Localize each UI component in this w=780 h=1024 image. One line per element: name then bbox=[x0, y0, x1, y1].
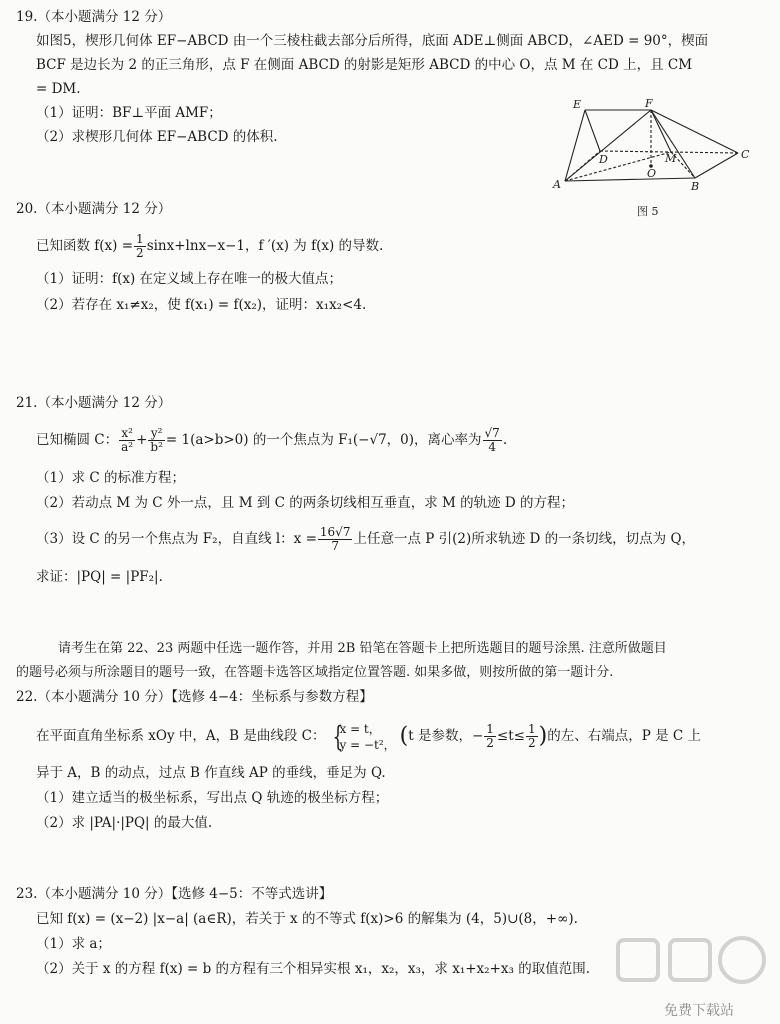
q23-header: 23.（本小题满分 10 分）【选修 4−5：不等式选讲】 bbox=[16, 886, 333, 902]
q19-stem-line3: = DM. bbox=[36, 81, 81, 97]
figure-caption: 图 5 bbox=[637, 205, 659, 218]
q22-part2: （2）求 |PA|·|PQ| 的最大值. bbox=[36, 815, 213, 831]
q21-part3-cont: 求证：|PQ| = |PF₂|. bbox=[36, 569, 163, 585]
selection-notice-line1: 请考生在第 22、23 两题中任选一题作答，并用 2B 铅笔在答题卡上把所选题目的题号涂黑. 注意所做题目 bbox=[58, 641, 667, 656]
q23-stem: 已知 f(x) = (x−2) |x−a| (a∈R)，若关于 x 的不等式 f(x)>6 的解集为 (4，5)∪(8，+∞). bbox=[36, 911, 578, 927]
fig-label-e: E bbox=[573, 98, 582, 111]
q19-part2: （2）求楔形几何体 EF−ABCD 的体积. bbox=[36, 129, 278, 145]
watermark-text: 免费下载站 bbox=[664, 1003, 734, 1019]
q22-part1: （1）建立适当的极坐标系，写出点 Q 轨迹的极坐标方程； bbox=[36, 790, 389, 806]
figure-5-wedge-diagram bbox=[545, 98, 755, 198]
q23-part2: （2）关于 x 的方程 f(x) = b 的方程有三个相异实根 x₁，x₂，x₃，求 x₁+x₂+x₃ 的取值范围. bbox=[36, 961, 590, 977]
q20-part2: （2）若存在 x₁≠x₂，使 f(x₁) = f(x₂)，证明：x₁x₂<4. bbox=[36, 297, 367, 313]
q22-stem-line2: 异于 A，B 的动点，过点 B 作直线 AP 的垂线，垂足为 Q. bbox=[36, 765, 386, 781]
q22-header: 22.（本小题满分 10 分）【选修 4−4：坐标系与参数方程】 bbox=[16, 689, 373, 705]
fig-label-f: F bbox=[645, 98, 653, 110]
fig-label-m: M bbox=[665, 152, 677, 165]
q20-header: 20.（本小题满分 12 分） bbox=[16, 201, 172, 217]
q19-stem-line2: BCF 是边长为 2 的正三角形，点 F 在侧面 ABCD 的射影是矩形 ABCD 的中心 O，点 M 在 CD 上，且 CM bbox=[36, 57, 693, 73]
q21-given: 已知椭圆 C： $\frac{\text{x²}}{\text{a²}}$ + $\frac{\text{y²}}{\text{b²}}$ = 1(a>b>0) 的一个焦点为 F₁(−√7，0)，离心率为 $\frac{√7}{4}$ . bbox=[36, 426, 508, 454]
fig-label-o: O bbox=[647, 167, 657, 180]
q21-header: 21.（本小题满分 12 分） bbox=[16, 395, 172, 411]
q20-given: 已知函数 f(x) = $\frac{1}{2}$ sinx+lnx−x−1，f ′(x) 为 f(x) 的导数. bbox=[36, 232, 384, 260]
q21-part1: （1）求 C 的标准方程； bbox=[36, 470, 186, 486]
selection-notice-line2: 的题号必须与所涂题目的题号一致，在答题卡选答区域指定位置答题. 如果多做，则按所做的第一题计分. bbox=[16, 665, 614, 680]
fig-label-d: D bbox=[599, 153, 608, 166]
q20-part1: （1）证明：f(x) 在定义域上存在唯一的极大值点； bbox=[36, 271, 343, 287]
q19-header: 19.（本小题满分 12 分） bbox=[16, 9, 172, 25]
q21-part2: （2）若动点 M 为 C 外一点，且 M 到 C 的两条切线相互垂直，求 M 的轨迹 D 的方程； bbox=[36, 495, 575, 511]
q22-parametric-system: { x = t， y = −t²， bbox=[333, 719, 396, 753]
q20-fraction: $\frac{1}{2}$ bbox=[136, 232, 144, 260]
q22-given: 在平面直角坐标系 xOy 中，A，B 是曲线段 C： { x = t， y = −t²， (t 是参数，− $\frac{1}{2}$ ≤t≤ $\frac{1}{2}$ )的左、右端点，P 是 C 上 bbox=[36, 719, 701, 753]
fig-label-c: C bbox=[741, 148, 750, 161]
fig-label-b: B bbox=[691, 180, 700, 193]
q19-part1: （1）证明：BF⊥平面 AMF； bbox=[36, 105, 222, 121]
q19-stem-line1: 如图5，楔形几何体 EF−ABCD 由一个三棱柱截去部分后所得，底面 ADE⊥侧面 ABCD，∠AED = 90°，楔面 bbox=[36, 33, 709, 49]
q21-part3: （3）设 C 的另一个焦点为 F₂，自直线 l：x = $\frac{16√7}{7}$ 上任意一点 P 引(2)所求轨迹 D 的一条切线，切点为 Q， bbox=[36, 525, 696, 553]
fig-label-a: A bbox=[553, 178, 561, 191]
q23-part1: （1）求 a； bbox=[36, 936, 111, 952]
